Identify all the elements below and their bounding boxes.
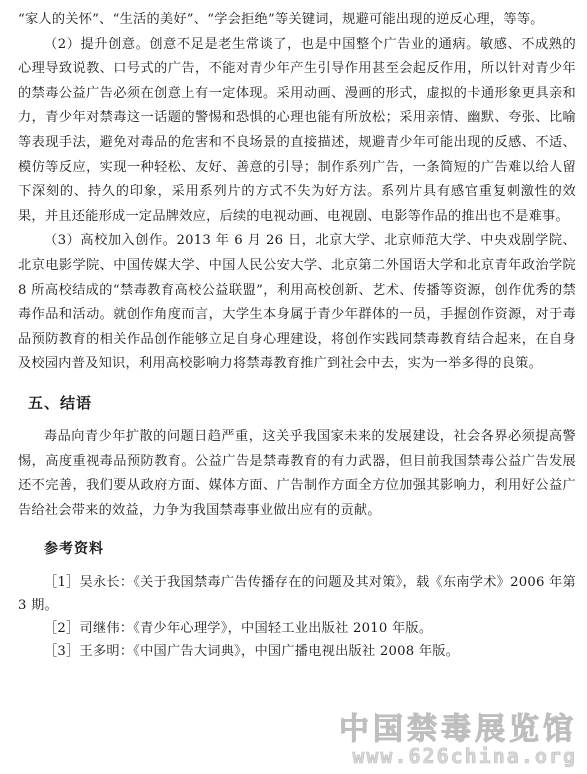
paragraph-creativity: （2）提升创意。创意不足是老生常谈了，也是中国整个广告业的通病。敏感、不成熟的心理导致说教、口号式的广告，不能对青少年产生引导作用甚至会起反作用，所以针对青少年的禁毒公益广告必须在创意上有一定体现。采用动画、漫画的形式，虚拟的卡通形象更具亲和力，青少年对禁毒这一话题的警惕和恐惧的心理也能有所放松；采用亲情、幽默、夸张、比喻等表现手法，避免对毒品的危害和不良场景的直接描述，规避青少年可能出现的反感、不适、模仿等反应，实现一种轻松、友好、善意的引导；制作系列广告，一条简短的广告难以给人留下深刻的、持久的印象，采用系列片的方式不失为好方法。系列片具有感官重复刺激性的效果，并且还能形成一定品牌效应，后续的电视动画、电视剧、电影等作品的推出也不是难事。 bbox=[18, 36, 576, 224]
references-list bbox=[18, 571, 576, 663]
reference-item-1: ［1］吴永长：《关于我国禁毒广告传播存在的问题及其对策》，载《东南学术》2006 年第 3 期。 bbox=[18, 575, 576, 614]
paragraph-conclusion: 毒品向青少年扩散的问题日趋严重，这关乎我国家未来的发展建设，社会各界必须提高警惕，高度重视毒品预防教育。公益广告是禁毒教育的有力武器，但目前我国禁毒公益广告发展还不完善，我们要从政府方面、媒体方面、广告制作方面全方位加强其影响力，利用好公益广告给社会带来的效益，力争为我国禁毒事业做出应有的贡献。 bbox=[18, 428, 576, 518]
references-heading: 参考资料 bbox=[44, 541, 104, 558]
document-page bbox=[18, 8, 576, 663]
section-heading-conclusion: 五、结语 bbox=[28, 393, 93, 412]
reference-item-2: ［2］司继伟：《青少年心理学》，中国轻工业出版社 2010 年版。 bbox=[44, 621, 433, 637]
reference-item-3: ［3］王多明：《中国广告大词典》，中国广播电视出版社 2008 年版。 bbox=[44, 644, 460, 660]
watermark-title: 中国禁毒展览馆 bbox=[339, 712, 577, 747]
paragraph-universities: （3）高校加入创作。2013 年 6 月 26 日，北京大学、北京师范大学、中央戏剧学院、北京电影学院、中国传媒大学、中国人民公安大学、北京第二外国语大学和北京青年政治学院 8 所高校结成的“禁毒教育高校公益联盟”，利用高校创新、艺术、传播等资源，创作优秀的禁毒作品和活动。就创作角度而言，大学生本身属于青少年群体的一员，手握创作资源，对于毒品预防教育的相关作品创作能够立足自身心理建设，将创作实践同禁毒教育结合起来，在自身及校园内普及知识，利用高校影响力将禁毒教育推广到社会中去，实为一举多得的良策。 bbox=[18, 233, 576, 372]
site-watermark bbox=[331, 704, 581, 768]
paragraph-continued: “家人的关怀”、“生活的美好”、“学会拒绝”等关键词，规避可能出现的逆反心理，等等。 bbox=[18, 12, 544, 27]
watermark-url: www.626china.org bbox=[352, 744, 577, 768]
